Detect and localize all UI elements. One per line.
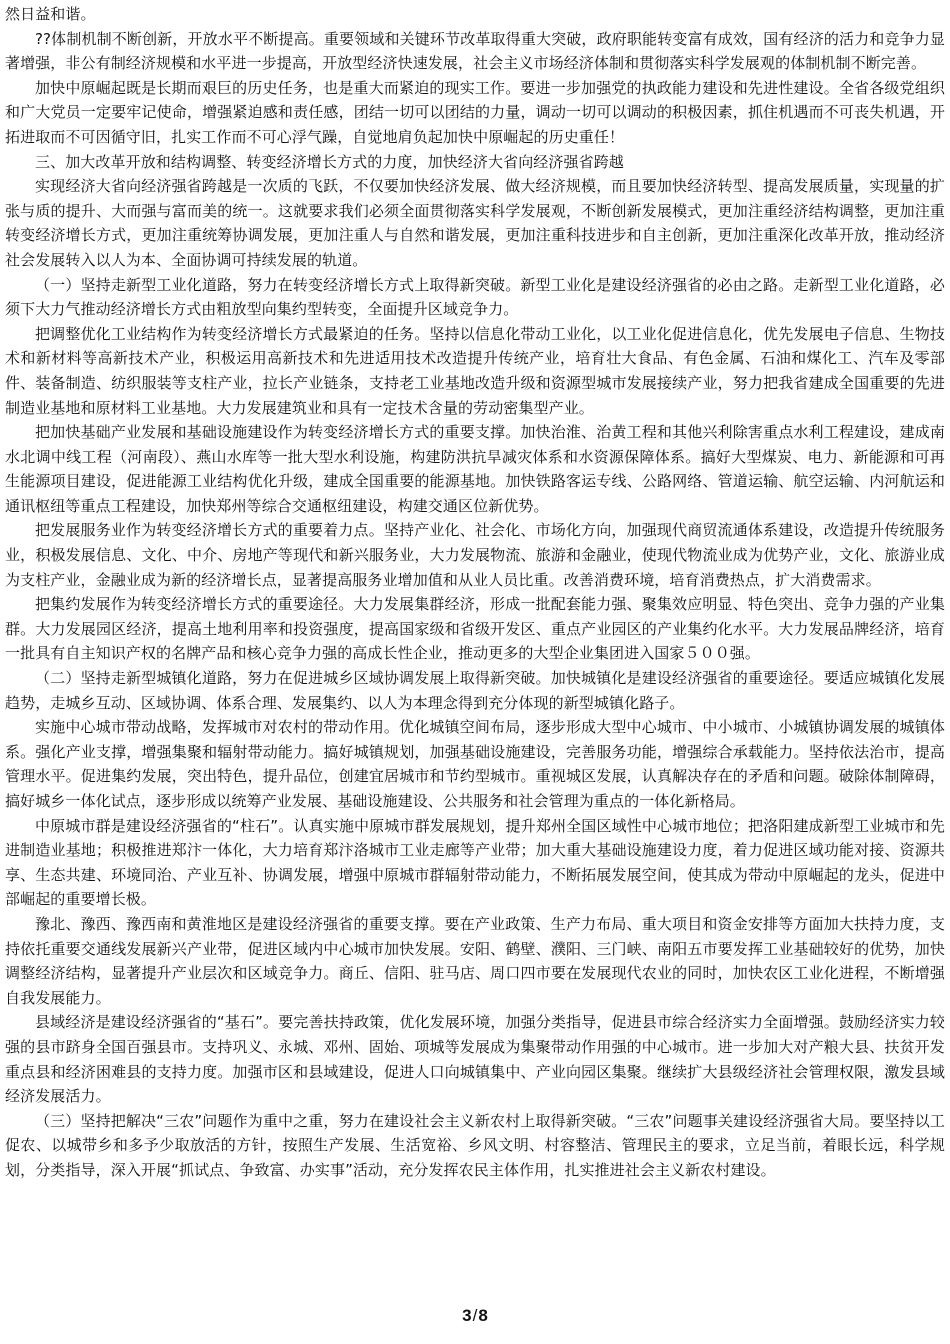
paragraph: 县域经济是建设经济强省的“基石”。要完善扶持政策，优化发展环境，加强分类指导，促进县市综合经济实力全面增强。鼓励经济实力较强的县市跻身全国百强县市。支持巩义、永城、邓州、固始、项城等发展成为集聚带动作用强的中心城市。进一步加大对产粮大县、扶贫开发重点县和经济困难县的支持力度。加强市区和县域建设，促进人口向城镇集中、产业向园区集聚。继续扩大县级经济社会管理权限，激发县域经济发展活力。 bbox=[5, 1013, 945, 1106]
paragraph: 豫北、豫西、豫西南和黄淮地区是建设经济强省的重要支撑。要在产业政策、生产力布局、重大项目和资金安排等方面加大扶持力度，支持依托重要交通线发展新兴产业带，促进区域内中心城市加快发展。安阳、鹤壁、濮阳、三门峡、南阳五市要发挥工业基础较好的优势，加快调整经济结构，显著提升产业层次和区域竞争力。商丘、信阳、驻马店、周口四市要在发展现代农业的同时，加快农区工业化进程，不断增强自我发展能力。 bbox=[5, 914, 945, 1007]
paragraph: 实施中心城市带动战略，发挥城市对农村的带动作用。优化城镇空间布局，逐步形成大型中心城市、中小城市、小城镇协调发展的城镇体系。强化产业支撑，增强集聚和辐射带动能力。搞好城镇规划，加强基础设施建设，完善服务功能，增强综合承载能力。坚持依法治市，提高管理水平。促进集约发展，突出特色，提升品位，创建宜居城市和节约型城市。重视城区发展，认真解决存在的矛盾和问题。破除体制障碍，搞好城乡一体化试点，逐步形成以统筹产业发展、基础设施建设、公共服务和社会管理为重点的一体化新格局。 bbox=[5, 718, 945, 810]
paragraph: 实现经济大省向经济强省跨越是一次质的飞跃，不仅要加快经济发展、做大经济规模，而且要加快经济转型、提高发展质量，实现量的扩张与质的提升、大而强与富而美的统一。这就要求我们必须全面贯彻落实科学发展观，不断创新发展模式，更加注重经济结构调整，更加注重转变经济增长方式，更加注重统筹协调发展，更加注重人与自然和谐发展，更加注重科技进步和自主创新，更加注重深化改革开放，推动经济社会发展转入以人为本、全面协调可持续发展的轨道。 bbox=[5, 177, 945, 269]
paragraph: 中原城市群是建设经济强省的“柱石”。认真实施中原城市群发展规划，提升郑州全国区域性中心城市地位；把洛阳建成新型工业城市和先进制造业基地；积极推进郑汴一体化，大力培育郑汴洛城市工业走廊等产业带；加大重大基础设施建设力度，着力促进区域功能对接、资源共享、生态共建、环境同治、产业互补、协调发展，增强中原城市群辐射带动能力，不断拓展发展空间，使其成为带动中原崛起的龙头，促进中部崛起的重要增长极。 bbox=[5, 816, 945, 909]
page-separator: / bbox=[472, 1306, 478, 1325]
subsection-paragraph: （一）坚持走新型工业化道路，努力在转变经济增长方式上取得新突破。新型工业化是建设经济强省的必由之路。走新型工业化道路，必须下大力气推动经济增长方式由粗放型向集约型转变，全面提升区域竞争力。 bbox=[5, 275, 945, 319]
subsection-paragraph: （二）坚持走新型城镇化道路，努力在促进城乡区域协调发展上取得新突破。加快城镇化是建设经济强省的重要途径。要适应城镇化发展趋势，走城乡互动、区域协调、体系合理、发展集约、以人为本理念得到充分体现的新型城镇化路子。 bbox=[5, 669, 945, 712]
current-page-number: 3 bbox=[462, 1306, 472, 1325]
section-heading: 三、加大改革开放和结构调整、转变经济增长方式的力度，加快经济大省向经济强省跨越 bbox=[35, 152, 624, 171]
total-pages-number: 8 bbox=[478, 1306, 488, 1325]
paragraph: ??体制机制不断创新，开放水平不断提高。重要领域和关键环节改革取得重大突破，政府职能转变富有成效，国有经济的活力和竞争力显著增强，非公有制经济规模和水平进一步提高，开放型经济快速发展，社会主义市场经济体制和贯彻落实科学发展观的体制机制不断完善。 bbox=[5, 29, 945, 73]
page-number bbox=[0, 1306, 950, 1326]
paragraph: 把调整优化工业结构作为转变经济增长方式最紧迫的任务。坚持以信息化带动工业化，以工业化促进信息化，优先发展电子信息、生物技术和新材料等高新技术产业，积极运用高新技术和先进适用技术改造提升传统产业，培育壮大食品、有色金属、石油和煤化工、汽车及零部件、装备制造、纺织服装等支柱产业，拉长产业链条，支持老工业基地改造升级和资源型城市发展接续产业，努力把我省建成全国重要的先进制造业基地和原材料工业基地。大力发展建筑业和具有一定技术含量的劳动密集型产业。 bbox=[5, 324, 945, 417]
paragraph: 然日益和谐。 bbox=[5, 5, 96, 23]
paragraph: 把加快基础产业发展和基础设施建设作为转变经济增长方式的重要支撑。加快治淮、治黄工程和其他兴利除害重点水利工程建设，建成南水北调中线工程（河南段）、燕山水库等一批大型水利设施，构建防洪抗旱减灾体系和水资源保障体系。搞好大型煤炭、电力、新能源和可再生能源项目建设，促进能源工业结构优化升级，建成全国重要的能源基地。加快铁路客运专线、公路网络、管道运输、航空运输、内河航运和通讯枢纽等重点工程建设，加快郑州等综合交通枢纽建设，构建交通区位新优势。 bbox=[5, 423, 945, 515]
paragraph: 加快中原崛起既是长期而艰巨的历史任务，也是重大而紧迫的现实工作。要进一步加强党的执政能力建设和先进性建设。全省各级党组织和广大党员一定要牢记使命，增强紧迫感和责任感，团结一切可以团结的力量，调动一切可以调动的积极因素，抓住机遇而不可丧失机遇，开拓进取而不可因循守旧，扎实工作而不可心浮气躁，自觉地肩负起加快中原崛起的历史重任！ bbox=[5, 78, 945, 146]
subsection-paragraph: （三）坚持把解决“三农”问题作为重中之重，努力在建设社会主义新农村上取得新突破。“三农”问题事关建设经济强省大局。要坚持以工促农、以城带乡和多予少取放活的方针，按照生产发展、生活宽裕、乡风文明、村容整洁、管理民主的要求，立足当前，着眼长远，科学规划，分类指导，深入开展“抓试点、争致富、办实事”活动，充分发挥农民主体作用，扎实推进社会主义新农村建设。 bbox=[5, 1111, 945, 1179]
paragraph: 把发展服务业作为转变经济增长方式的重要着力点。坚持产业化、社会化、市场化方向，加强现代商贸流通体系建设，改造提升传统服务业，积极发展信息、文化、中介、房地产等现代和新兴服务业，大力发展物流、旅游和金融业，使现代物流业成为优势产业，文化、旅游业成为支柱产业，金融业成为新的经济增长点，显著提高服务业增加值和从业人员比重。改善消费环境，培育消费热点，扩大消费需求。 bbox=[5, 521, 945, 589]
document-body bbox=[5, 2, 945, 1183]
paragraph: 把集约发展作为转变经济增长方式的重要途径。大力发展集群经济，形成一批配套能力强、聚集效应明显、特色突出、竞争力强的产业集群。大力发展园区经济，提高土地利用率和投资强度，提高国家级和省级开发区、重点产业园区的产业集约化水平。大力发展品牌经济，培育一批具有自主知识产权的名牌产品和核心竞争力强的高成长性企业，推动更多的大型企业集团进入国家５００强。 bbox=[5, 595, 945, 663]
